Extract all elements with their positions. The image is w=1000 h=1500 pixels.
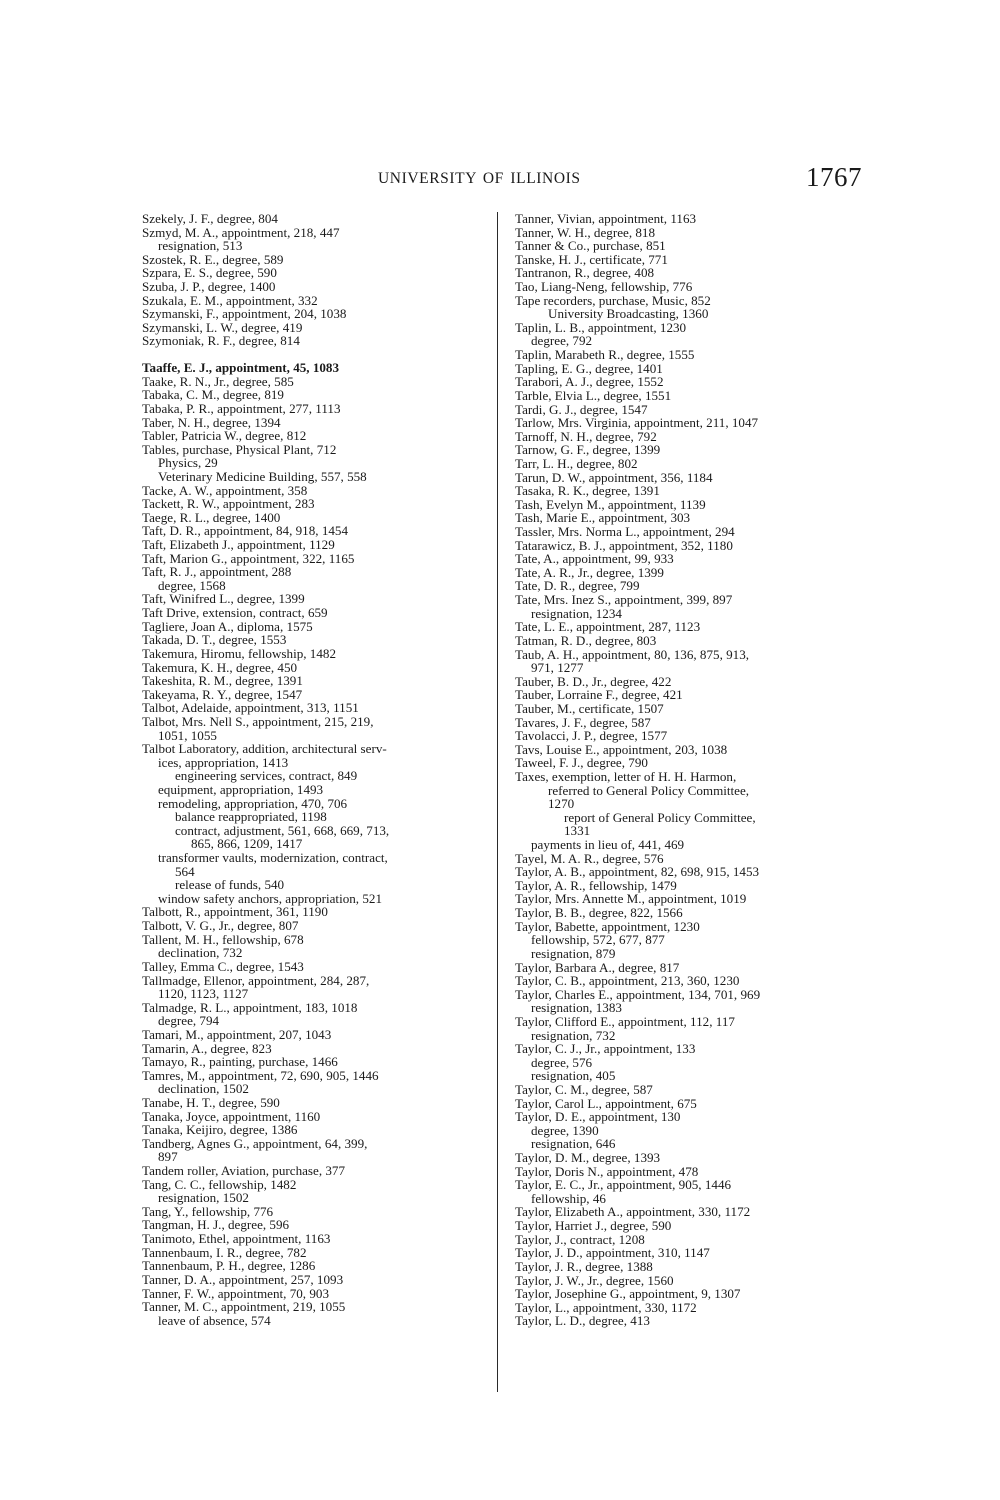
index-entry: Szymanski, F., appointment, 204, 1038 (142, 306, 347, 322)
index-entry: Szekely, J. F., degree, 804 (142, 211, 278, 226)
index-subentry: 1120, 1123, 1127 (158, 986, 249, 1002)
index-entry: Taylor, J. R., degree, 1388 (515, 1258, 653, 1274)
index-entry: Taub, A. H., appointment, 80, 136, 875, 913, (515, 646, 750, 662)
index-entry: Tayel, M. A. R., degree, 576 (515, 850, 664, 866)
index-subentry: contract, adjustment, 561, 668, 669, 713, (175, 822, 390, 838)
index-entry: Takada, D. T., degree, 1553 (142, 632, 287, 648)
index-subentry: ices, appropriation, 1413 (158, 754, 289, 770)
index-entry: Taylor, Charles E., appointment, 134, 701, 969 (515, 986, 761, 1002)
index-subentry: window safety anchors, appropriation, 521 (158, 890, 382, 906)
index-entry: Taylor, D. M., degree, 1393 (515, 1150, 661, 1166)
index-subentry: leave of absence, 574 (158, 1312, 271, 1328)
page-number: 1767 (806, 162, 862, 192)
index-subentry: resignation, 405 (531, 1068, 616, 1084)
index-subentry: equipment, appropriation, 1493 (158, 781, 324, 797)
index-entry: Tamari, M., appointment, 207, 1043 (142, 1026, 332, 1042)
index-entry: Tauber, Lorraine F., degree, 421 (515, 687, 683, 703)
index-entry: Taylor, Harriet J., degree, 590 (515, 1218, 672, 1234)
index-subentry: 1331 (564, 823, 591, 839)
index-entry: Taylor, J., contract, 1208 (515, 1231, 645, 1247)
index-entry: Takeshita, R. M., degree, 1391 (142, 673, 303, 689)
column-divider (497, 212, 498, 1392)
index-entry: Tagliere, Joan A., diploma, 1575 (142, 618, 313, 634)
index-entry: Tarabori, A. J., degree, 1552 (515, 374, 664, 390)
index-entry: Taylor, C. M., degree, 587 (515, 1082, 653, 1097)
index-entry: Takemura, K. H., degree, 450 (142, 659, 298, 675)
index-entry: Tannenbaum, I. R., degree, 782 (142, 1244, 307, 1260)
index-entry: Taylor, Clifford E., appointment, 112, 117 (515, 1013, 735, 1029)
index-entry: Taweel, F. J., degree, 790 (515, 755, 648, 771)
index-entry: Tang, Y., fellowship, 776 (142, 1203, 274, 1219)
index-entry: Tarble, Elvia L., degree, 1551 (515, 387, 672, 403)
index-entry: Taft, Winifred L., degree, 1399 (142, 591, 305, 607)
index-entry: Taylor, C. J., Jr., appointment, 133 (515, 1041, 696, 1057)
index-entry: Tarnoff, N. H., degree, 792 (515, 428, 657, 444)
index-entry: Szymanski, L. W., degree, 419 (142, 319, 303, 335)
index-entry: Taylor, A. B., appointment, 82, 698, 915, 1453 (515, 864, 760, 880)
index-entry: Tavares, J. F., degree, 587 (515, 714, 651, 730)
index-entry: Tabaka, P. R., appointment, 277, 1113 (142, 400, 341, 416)
index-entry: Szostek, R. E., degree, 589 (142, 251, 284, 267)
index-subentry: fellowship, 46 (531, 1190, 606, 1206)
index-entry: Tate, A. R., Jr., degree, 1399 (515, 564, 664, 580)
index-entry: Taylor, Barbara A., degree, 817 (515, 959, 680, 975)
index-entry: Tanaka, Joyce, appointment, 1160 (142, 1108, 321, 1124)
index-entry: Taylor, Mrs. Annette M., appointment, 1019 (515, 891, 747, 907)
index-subentry: resignation, 513 (158, 238, 243, 254)
index-entry: Tarlow, Mrs. Virginia, appointment, 211, 1047 (515, 415, 759, 431)
index-entry: Tang, C. C., fellowship, 1482 (142, 1176, 297, 1192)
index-subentry: Veterinary Medicine Building, 557, 558 (158, 468, 367, 484)
index-entry: Tate, L. E., appointment, 287, 1123 (515, 619, 701, 635)
index-entry: Taylor, Elizabeth A., appointment, 330, 1172 (515, 1204, 751, 1220)
index-entry: Tardi, G. J., degree, 1547 (515, 401, 648, 417)
index-entry: Tatarawicz, B. J., appointment, 352, 1180 (515, 537, 733, 553)
index-entry: Tasaka, R. K., degree, 1391 (515, 483, 660, 499)
index-entry: Taylor, E. C., Jr., appointment, 905, 1446 (515, 1177, 732, 1193)
index-subentry: resignation, 646 (531, 1136, 616, 1152)
index-entry: Szuba, J. P., degree, 1400 (142, 279, 276, 295)
index-entry: Talbott, V. G., Jr., degree, 807 (142, 918, 299, 934)
index-entry: Tanner & Co., purchase, 851 (515, 238, 666, 254)
index-entry: Taege, R. L., degree, 1400 (142, 509, 281, 525)
index-entry: Tanabe, H. T., degree, 590 (142, 1095, 280, 1110)
index-entry: Taylor, J. W., Jr., degree, 1560 (515, 1272, 674, 1288)
index-entry: Taake, R. N., Jr., degree, 585 (142, 373, 294, 389)
index-entry: Szmyd, M. A., appointment, 218, 447 (142, 224, 340, 240)
index-entry: Taaffe, E. J., appointment, 45, 1083 (142, 360, 340, 376)
index-subentry: 865, 866, 1209, 1417 (191, 836, 303, 852)
index-entry: Tabler, Patricia W., degree, 812 (142, 428, 307, 444)
index-entry: Tash, Evelyn M., appointment, 1139 (515, 496, 706, 512)
right-index-column (515, 212, 869, 1328)
index-entry: Tanaka, Keijiro, degree, 1386 (142, 1122, 298, 1138)
index-entry: Szpara, E. S., degree, 590 (142, 265, 277, 281)
index-subentry: resignation, 732 (531, 1027, 616, 1043)
index-entry: Tarun, D. W., appointment, 356, 1184 (515, 469, 713, 485)
index-entry: Talbot, Mrs. Nell S., appointment, 215, 219, (142, 713, 374, 729)
index-entry: Tapling, E. G., degree, 1401 (515, 360, 663, 376)
index-entry: Taft Drive, extension, contract, 659 (142, 605, 328, 621)
index-entry: Tandem roller, Aviation, purchase, 377 (142, 1163, 346, 1179)
index-subentry: referred to General Policy Committee, (548, 782, 750, 798)
index-entry: Tavs, Louise E., appointment, 203, 1038 (515, 741, 728, 757)
index-entry: Tanner, D. A., appointment, 257, 1093 (142, 1271, 344, 1287)
index-subentry: degree, 1568 (158, 577, 226, 593)
running-title: UNIVERSITY OF ILLINOIS (378, 170, 581, 187)
index-entry: Taylor, D. E., appointment, 130 (515, 1109, 681, 1125)
index-subentry: resignation, 1502 (158, 1190, 249, 1206)
index-entry: Tanner, F. W., appointment, 70, 903 (142, 1285, 329, 1301)
index-entry: Tackett, R. W., appointment, 283 (142, 496, 315, 512)
index-subentry: transformer vaults, modernization, contract, (158, 850, 388, 866)
index-subentry: payments in lieu of, 441, 469 (531, 837, 685, 853)
index-entry: Tate, D. R., degree, 799 (515, 578, 640, 594)
index-subentry: University Broadcasting, 1360 (548, 306, 709, 322)
index-subentry: fellowship, 572, 677, 877 (531, 932, 665, 948)
index-entry: Tanner, Vivian, appointment, 1163 (515, 211, 697, 226)
index-entry: Tape recorders, purchase, Music, 852 (515, 292, 711, 308)
index-entry: Taylor, L., appointment, 330, 1172 (515, 1299, 697, 1315)
index-entry: Tao, Liang-Neng, fellowship, 776 (515, 279, 693, 295)
index-entry: Taylor, B. B., degree, 822, 1566 (515, 905, 683, 921)
index-entry: Taylor, A. R., fellowship, 1479 (515, 877, 677, 893)
index-entry: Talbott, R., appointment, 361, 1190 (142, 904, 328, 920)
left-index-column (142, 212, 488, 1327)
index-subentry: engineering services, contract, 849 (175, 768, 358, 784)
index-entry: Taber, N. H., degree, 1394 (142, 414, 281, 430)
index-entry: Talley, Emma C., degree, 1543 (142, 958, 304, 974)
page-header (0, 162, 1000, 196)
index-subentry: 897 (158, 1149, 178, 1165)
index-entry: Tanner, M. C., appointment, 219, 1055 (142, 1299, 346, 1315)
index-entry: Tassler, Mrs. Norma L., appointment, 294 (515, 524, 735, 540)
index-subentry: declination, 1502 (158, 1081, 249, 1097)
index-entry: Taylor, Babette, appointment, 1230 (515, 918, 700, 934)
index-entry: Tantranon, R., degree, 408 (515, 265, 655, 281)
index-entry: Tallent, M. H., fellowship, 678 (142, 931, 304, 947)
index-entry: Tanner, W. H., degree, 818 (515, 224, 656, 240)
index-entry: Tacke, A. W., appointment, 358 (142, 482, 308, 498)
index-subentry: Physics, 29 (158, 455, 218, 471)
index-entry: Taylor, Carol L., appointment, 675 (515, 1095, 697, 1111)
index-entry: Tauber, B. D., Jr., degree, 422 (515, 673, 672, 689)
index-entry: Tatman, R. D., degree, 803 (515, 632, 657, 648)
index-entry: Talbot Laboratory, addition, architectural serv- (142, 741, 387, 757)
index-entry: Taft, D. R., appointment, 84, 918, 1454 (142, 523, 349, 539)
index-subentry: degree, 794 (158, 1013, 220, 1029)
index-entry: Taft, Elizabeth J., appointment, 1129 (142, 537, 335, 553)
index-entry: Tate, Mrs. Inez S., appointment, 399, 897 (515, 592, 733, 608)
index-entry: Szymoniak, R. F., degree, 814 (142, 333, 300, 349)
index-entry: Tangman, H. J., degree, 596 (142, 1217, 290, 1233)
index-entry: Tavolacci, J. P., degree, 1577 (515, 728, 668, 744)
index-entry: Taylor, L. D., degree, 413 (515, 1313, 650, 1329)
index-subentry: resignation, 1234 (531, 605, 622, 621)
index-entry: Takeyama, R. Y., degree, 1547 (142, 686, 303, 702)
index-entry: Tamayo, R., painting, purchase, 1466 (142, 1054, 338, 1070)
index-entry: Tauber, M., certificate, 1507 (515, 700, 664, 716)
index-subentry: declination, 732 (158, 945, 243, 961)
index-entry: Tate, A., appointment, 99, 933 (515, 551, 674, 567)
index-subentry: degree, 1390 (531, 1122, 599, 1138)
index-subentry: remodeling, appropriation, 470, 706 (158, 795, 348, 811)
index-entry: Taylor, Josephine G., appointment, 9, 1307 (515, 1286, 741, 1302)
index-entry: Tamarin, A., degree, 823 (142, 1040, 272, 1056)
index-entry: Tarr, L. H., degree, 802 (515, 455, 638, 471)
index-subentry: 564 (175, 863, 195, 879)
index-entry: Tandberg, Agnes G., appointment, 64, 399, (142, 1135, 368, 1151)
index-entry: Tanske, H. J., certificate, 771 (515, 251, 668, 267)
index-entry: Talmadge, R. L., appointment, 183, 1018 (142, 999, 358, 1015)
index-entry: Taplin, L. B., appointment, 1230 (515, 319, 687, 335)
index-subentry: balance reappropriated, 1198 (175, 809, 327, 825)
index-subentry: 1270 (548, 796, 575, 812)
index-entry: Takemura, Hiromu, fellowship, 1482 (142, 645, 336, 661)
index-subentry: 1051, 1055 (158, 727, 217, 743)
index-subentry: resignation, 879 (531, 945, 616, 961)
index-entry: Szukala, E. M., appointment, 332 (142, 292, 318, 308)
index-subentry: 971, 1277 (531, 660, 584, 676)
index-entry: Tash, Marie E., appointment, 303 (515, 510, 691, 526)
index-entry: Taft, Marion G., appointment, 322, 1165 (142, 550, 355, 566)
index-entry: Tanimoto, Ethel, appointment, 1163 (142, 1231, 331, 1247)
index-entry: Tannenbaum, P. H., degree, 1286 (142, 1258, 316, 1274)
index-entry: Taylor, Doris N., appointment, 478 (515, 1163, 699, 1179)
index-entry: Talbot, Adelaide, appointment, 313, 1151 (142, 700, 359, 716)
index-subentry: resignation, 1383 (531, 1000, 622, 1016)
index-entry: Tarnow, G. F., degree, 1399 (515, 442, 661, 458)
index-subentry: report of General Policy Committee, (564, 809, 756, 825)
index-entry: Tables, purchase, Physical Plant, 712 (142, 441, 337, 457)
index-entry: Taxes, exemption, letter of H. H. Harmon, (515, 768, 737, 784)
index-entry: Taplin, Marabeth R., degree, 1555 (515, 347, 695, 363)
index-entry: Taylor, C. B., appointment, 213, 360, 1230 (515, 973, 740, 989)
index-entry: Taft, R. J., appointment, 288 (142, 564, 292, 580)
index-entry: Tamres, M., appointment, 72, 690, 905, 1446 (142, 1067, 379, 1083)
index-entry: Tallmadge, Ellenor, appointment, 284, 287, (142, 972, 370, 988)
index-subentry: degree, 792 (531, 333, 593, 349)
index-subentry: release of funds, 540 (175, 877, 285, 893)
index-entry: Tabaka, C. M., degree, 819 (142, 387, 284, 403)
index-subentry: degree, 576 (531, 1054, 593, 1070)
index-entry: Taylor, J. D., appointment, 310, 1147 (515, 1245, 710, 1261)
